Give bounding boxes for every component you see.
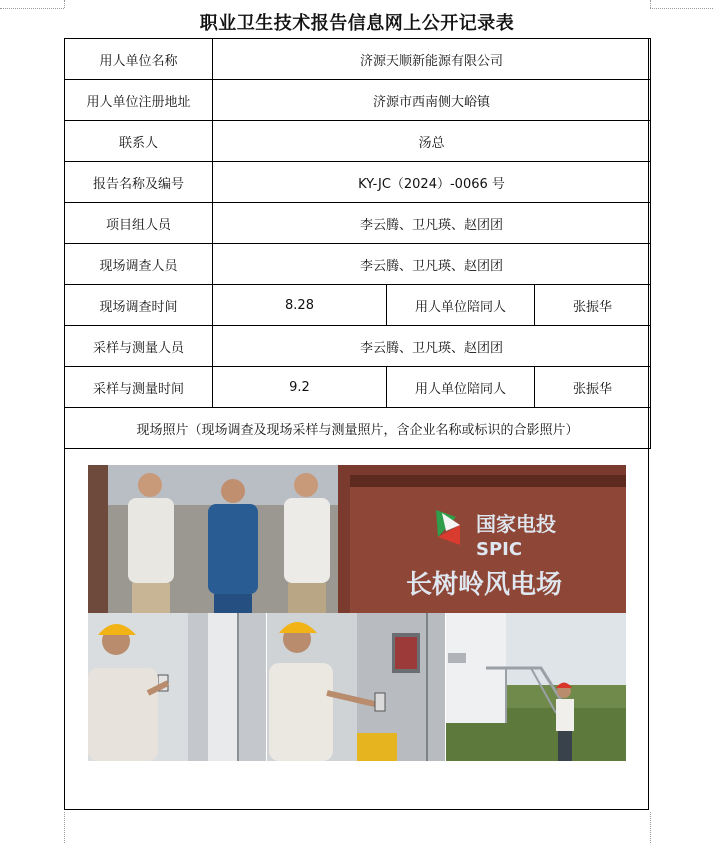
sampling-escort-label: 用人单位陪同人	[387, 367, 535, 408]
sampling-time-label: 采样与测量时间	[65, 367, 213, 408]
report-value: KY-JC（2024）-0066 号	[213, 162, 651, 203]
photos-caption: 现场照片（现场调查及现场采样与测量照片，含企业名称或标识的合影照片）	[65, 408, 651, 449]
sampling-photo-1	[88, 613, 266, 761]
row-employer-address	[65, 80, 651, 121]
survey-time-value: 8.28	[213, 285, 387, 326]
row-contact	[65, 121, 651, 162]
sign-text-3: 长树岭风电场	[406, 570, 563, 600]
row-employer-name	[65, 39, 651, 80]
row-report	[65, 162, 651, 203]
employer-address-label: 用人单位注册地址	[65, 80, 213, 121]
contact-label: 联系人	[65, 121, 213, 162]
employer-address-value: 济源市西南侧大峪镇	[213, 80, 651, 121]
group-photo	[88, 465, 626, 613]
sampling-photo-3	[446, 613, 626, 761]
sampling-staff-label: 采样与测量人员	[65, 326, 213, 367]
sign-text-2: SPIC	[476, 539, 523, 560]
contact-value: 汤总	[213, 121, 651, 162]
sign-text-1: 国家电投	[476, 512, 556, 536]
photo-collage	[88, 465, 626, 761]
row-sampling-time	[65, 367, 651, 408]
report-label: 报告名称及编号	[65, 162, 213, 203]
row-sampling-staff	[65, 326, 651, 367]
survey-time-label: 现场调查时间	[65, 285, 213, 326]
team-label: 项目组人员	[65, 203, 213, 244]
survey-escort-label: 用人单位陪同人	[387, 285, 535, 326]
survey-escort-value: 张振华	[535, 285, 651, 326]
sampling-photo-2	[267, 613, 445, 761]
employer-name-value: 济源天顺新能源有限公司	[213, 39, 651, 80]
sampling-staff-value: 李云腾、卫凡瑛、赵团团	[213, 326, 651, 367]
sampling-time-value: 9.2	[213, 367, 387, 408]
row-survey-time	[65, 285, 651, 326]
survey-staff-value: 李云腾、卫凡瑛、赵团团	[213, 244, 651, 285]
row-team	[65, 203, 651, 244]
row-photos-caption	[65, 408, 651, 449]
sampling-escort-value: 张振华	[535, 367, 651, 408]
employer-name-label: 用人单位名称	[65, 39, 213, 80]
row-survey-staff	[65, 244, 651, 285]
survey-staff-label: 现场调查人员	[65, 244, 213, 285]
record-table	[64, 38, 651, 449]
team-value: 李云腾、卫凡瑛、赵团团	[213, 203, 651, 244]
page-title: 职业卫生技术报告信息网上公开记录表	[199, 13, 515, 34]
